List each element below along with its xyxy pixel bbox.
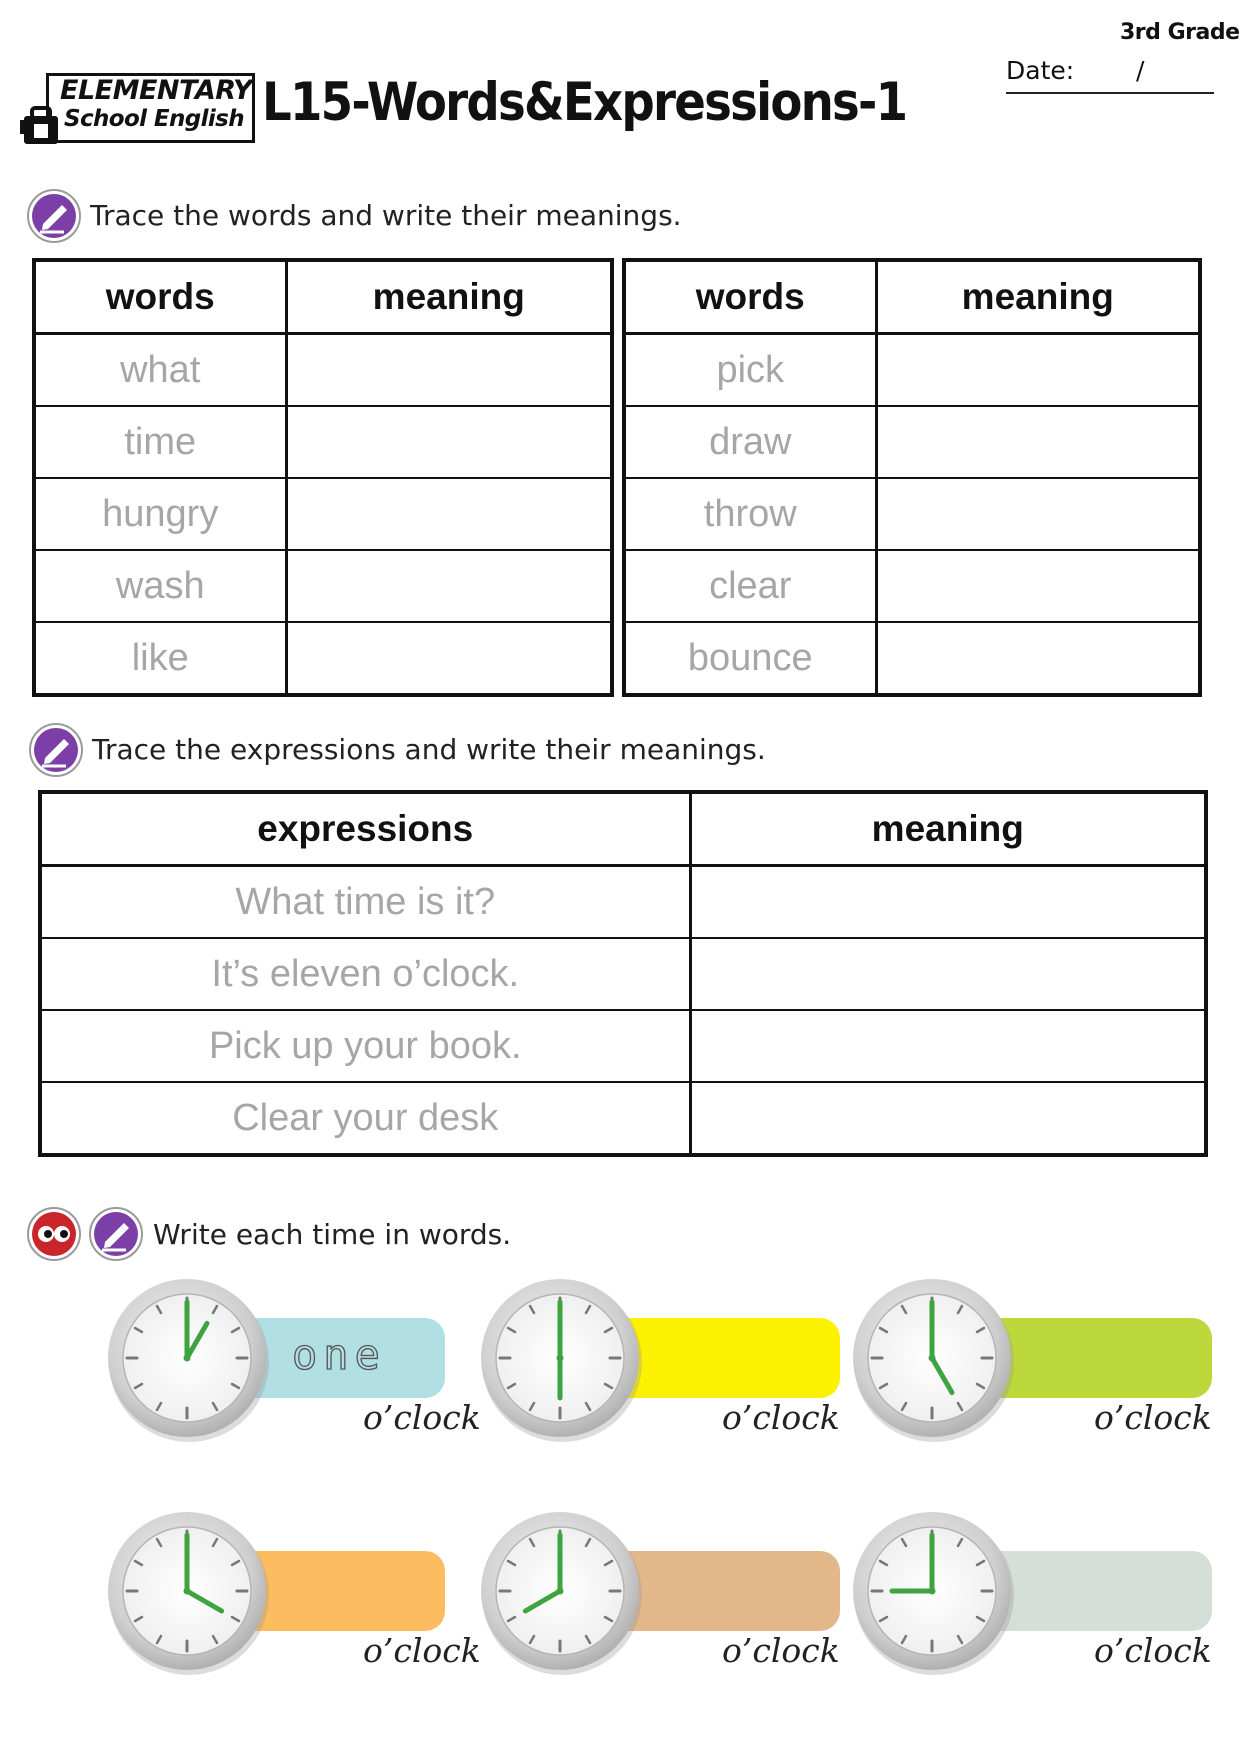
meaning-blank[interactable]: [690, 1082, 1206, 1155]
table-row: [624, 478, 1200, 550]
grade-label: 3rd Grade: [1120, 20, 1240, 45]
words-table-left: [32, 258, 614, 697]
trace-word: pick: [624, 334, 876, 407]
table-row: [34, 334, 612, 407]
oclock-label: o’clock: [1094, 1398, 1212, 1437]
column-header-meaning: meaning: [876, 260, 1200, 334]
table-row: [624, 334, 1200, 407]
trace-word: bounce: [624, 622, 876, 695]
logo-line-2: School English: [64, 106, 245, 132]
section3-instruction: Write each time in words.: [153, 1218, 512, 1251]
trace-expression: It’s eleven o’clock.: [40, 938, 690, 1010]
table-row: [40, 866, 1206, 939]
table-row: [34, 478, 612, 550]
trace-word: what: [34, 334, 286, 407]
trace-word: draw: [624, 406, 876, 478]
logo-line-1: ELEMENTARY: [60, 75, 253, 106]
pencil-icon: [28, 722, 84, 778]
oclock-label: o’clock: [363, 1398, 481, 1437]
trace-word: clear: [624, 550, 876, 622]
words-table-right: [622, 258, 1202, 697]
column-header-meaning: meaning: [286, 260, 612, 334]
meaning-blank[interactable]: [876, 478, 1200, 550]
table-row: [34, 622, 612, 695]
oclock-label: o’clock: [363, 1631, 481, 1670]
oclock-label: o’clock: [722, 1398, 840, 1437]
table-row: [624, 622, 1200, 695]
clock-icon: [847, 1506, 1017, 1676]
clock-icon: [475, 1273, 645, 1443]
table-row: [624, 550, 1200, 622]
date-write-line[interactable]: [1006, 92, 1214, 94]
meaning-blank[interactable]: [286, 550, 612, 622]
clock-icon: [847, 1273, 1017, 1443]
date-separator: /: [1136, 56, 1145, 85]
meaning-blank[interactable]: [690, 938, 1206, 1010]
meaning-blank[interactable]: [690, 1010, 1206, 1082]
pencil-icon: [26, 188, 82, 244]
trace-expression: What time is it?: [40, 866, 690, 939]
meaning-blank[interactable]: [876, 550, 1200, 622]
column-header-words: words: [624, 260, 876, 334]
meaning-blank[interactable]: [286, 622, 612, 695]
clock-icon: [475, 1506, 645, 1676]
trace-word: wash: [34, 550, 286, 622]
expressions-table: [38, 790, 1208, 1157]
clock-icon: [102, 1273, 272, 1443]
column-header-expressions: expressions: [40, 792, 690, 866]
trace-word: like: [34, 622, 286, 695]
column-header-words: words: [34, 260, 286, 334]
table-row: [34, 550, 612, 622]
clock-icon: [102, 1506, 272, 1676]
trace-expression: Pick up your book.: [40, 1010, 690, 1082]
meaning-blank[interactable]: [876, 406, 1200, 478]
trace-expression: Clear your desk: [40, 1082, 690, 1155]
page-title: L15-Words&Expressions-1: [262, 72, 907, 133]
pencil-icon: [88, 1206, 144, 1262]
table-row: [40, 1010, 1206, 1082]
trace-word: time: [34, 406, 286, 478]
meaning-blank[interactable]: [690, 866, 1206, 939]
trace-word: throw: [624, 478, 876, 550]
meaning-blank[interactable]: [286, 334, 612, 407]
column-header-meaning: meaning: [690, 792, 1206, 866]
section2-instruction: Trace the expressions and write their meanings.: [92, 733, 766, 766]
table-row: [34, 406, 612, 478]
date-label: Date:: [1006, 56, 1075, 85]
oclock-label: o’clock: [722, 1631, 840, 1670]
meaning-blank[interactable]: [286, 478, 612, 550]
oclock-label: o’clock: [1094, 1631, 1212, 1670]
meaning-blank[interactable]: [876, 622, 1200, 695]
meaning-blank[interactable]: [286, 406, 612, 478]
table-row: [40, 938, 1206, 1010]
table-row: [624, 406, 1200, 478]
section1-instruction: Trace the words and write their meanings.: [90, 199, 682, 232]
example-answer-trace: one: [292, 1330, 386, 1379]
meaning-blank[interactable]: [876, 334, 1200, 407]
table-row: [40, 1082, 1206, 1155]
trace-word: hungry: [34, 478, 286, 550]
school-bag-icon: [20, 104, 64, 146]
eyes-icon: [26, 1206, 82, 1262]
